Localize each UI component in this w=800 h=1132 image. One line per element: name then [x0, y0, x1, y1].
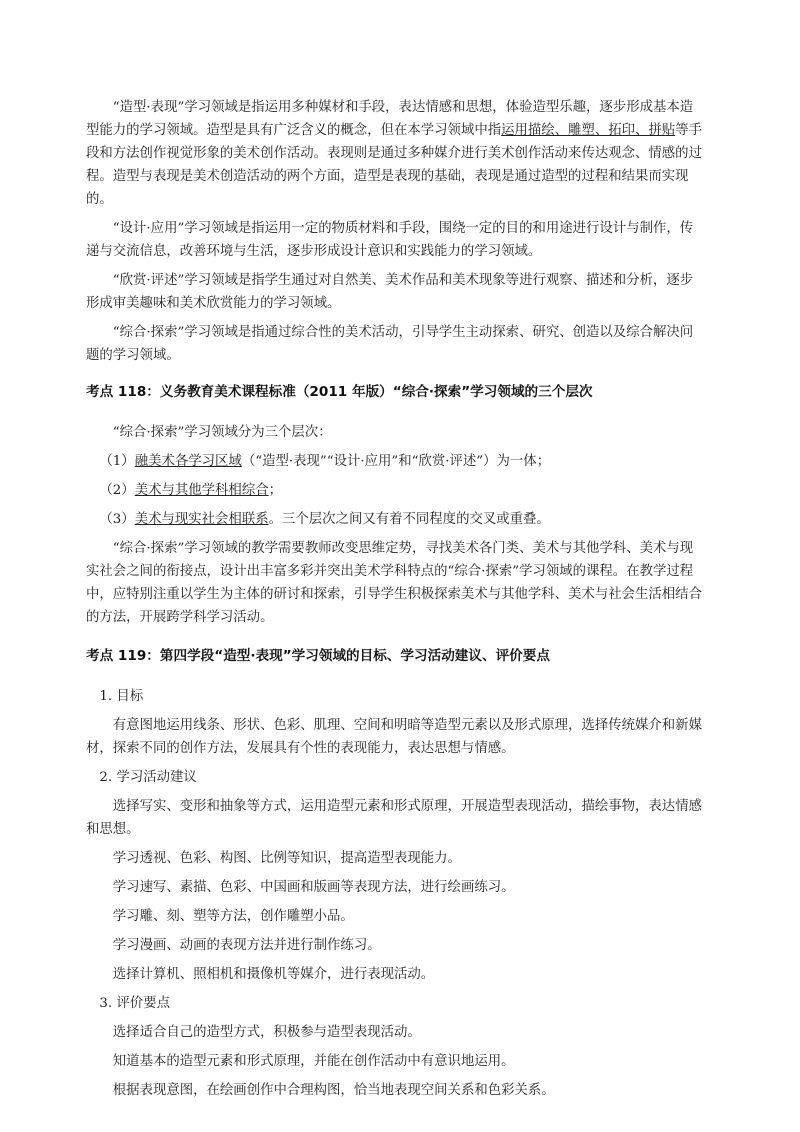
- section-119: [86, 685, 704, 1102]
- paragraph-xinshang: “欣赏·评述”学习领域是指学生通过对自然美、美术作品和美术现象等进行观察、描述和分析，逐步形成审美趣味和美术欣赏能力的学习领域。: [86, 273, 694, 311]
- heading-118: 考点 118：义务教育美术课程标准（2011 年版）“综合·探索”学习领域的三个层次: [86, 384, 593, 400]
- level-item-3: （3）美术与现实社会相联系。三个层次之间又有着不同程度的交叉或重叠。: [99, 512, 550, 527]
- activity-item: 学习透视、色彩、构图、比例等知识，提高造型表现能力。: [112, 851, 461, 866]
- eval-item: 根据表现意图，在绘画创作中合理构图，恰当地表现空间关系和色彩关系。: [112, 1083, 555, 1098]
- eval-title: 3. 评价要点: [99, 996, 170, 1011]
- eval-item: 选择适合自己的造型方式，积极参与造型表现活动。: [112, 1025, 421, 1040]
- paragraph-zonghe: “综合·探索”学习领域是指通过综合性的美术活动，引导学生主动探索、研究、创造以及综合解决问题的学习领域。: [86, 325, 694, 363]
- section-118: [86, 421, 704, 629]
- heading-119: 考点 119：第四学段“造型·表现”学习领域的目标、学习活动建议、评价要点: [86, 648, 550, 664]
- activity-item: 学习雕、刻、塑等方法，创作雕塑小品。: [112, 909, 354, 924]
- eval-item: 知道基本的造型元素和形式原理，并能在创作活动中有意识地运用。: [112, 1054, 515, 1069]
- goal-title: 1. 目标: [99, 689, 144, 704]
- text-run: 等手段和方法创作视觉形象的美术创作活动。表现则是通过多种媒介进行美术创作活动来传达观念、情感的过程。造型与表现是美术创造活动的两个方面，造型是表现的基础，表现是通过造型的过程和结果而实现的。: [86, 123, 702, 207]
- goal-text: 有意图地运用线条、形状、色彩、肌理、空间和明暗等造型元素以及形式原理，选择传统媒介和新媒材，探索不同的创作方法，发展具有个性的表现能力，表达思想与情感。: [86, 718, 702, 756]
- text-run: “造型·表现”学习领域是指运用多种媒材和手段，表达情感和思想，体验造型乐趣，逐步形成基本造型能力的学习领域。造型是具有广泛含义的概念，但在本学习领域中指: [86, 100, 694, 138]
- paragraph-zaoxing: [86, 96, 704, 211]
- activity-item: 学习速写、素描、色彩、中国画和版画等表现方法，进行绘画练习。: [112, 880, 515, 895]
- activity-item: 选择写实、变形和抽象等方式，运用造型元素和形式原理，开展造型表现活动，描绘事物，表达情感和思想。: [86, 799, 702, 837]
- intro-section: [86, 96, 704, 367]
- level-item-2: （2）美术与其他学科相综合；: [99, 483, 282, 498]
- level-item-1: （1）融美术各学习区域（“造型·表现”“设计·应用”和“欣赏·评述”）为一体；: [99, 454, 551, 469]
- activity-item: 学习漫画、动画的表现方法并进行制作练习。: [112, 938, 381, 953]
- underlined-text: 运用描绘、雕塑、拓印、拼贴: [501, 123, 676, 138]
- activity-item: 选择计算机、照相机和摄像机等媒介，进行表现活动。: [112, 967, 435, 982]
- activity-title: 2. 学习活动建议: [99, 770, 197, 785]
- section-118-closing: “综合·探索”学习领域的教学需要教师改变思维定势，寻找美术各门类、美术与其他学科、美术与现实社会之间的衔接点，设计出丰富多彩并突出美术学科特点的“综合·探索”学习领域的课程。在教学过程中，应特别注重以学生为主体的研讨和探索，引导学生积极探索美术与其他学科、美术与社会生活相结合的方法，开展跨学科学习活动。: [86, 541, 702, 625]
- paragraph-sheji: “设计·应用”学习领域是指运用一定的物质材料和手段，围绕一定的目的和用途进行设计与制作，传递与交流信息，改善环境与生活，逐步形成设计意识和实践能力的学习领域。: [86, 221, 694, 259]
- section-118-lead: “综合·探索”学习领域分为三个层次：: [112, 425, 332, 440]
